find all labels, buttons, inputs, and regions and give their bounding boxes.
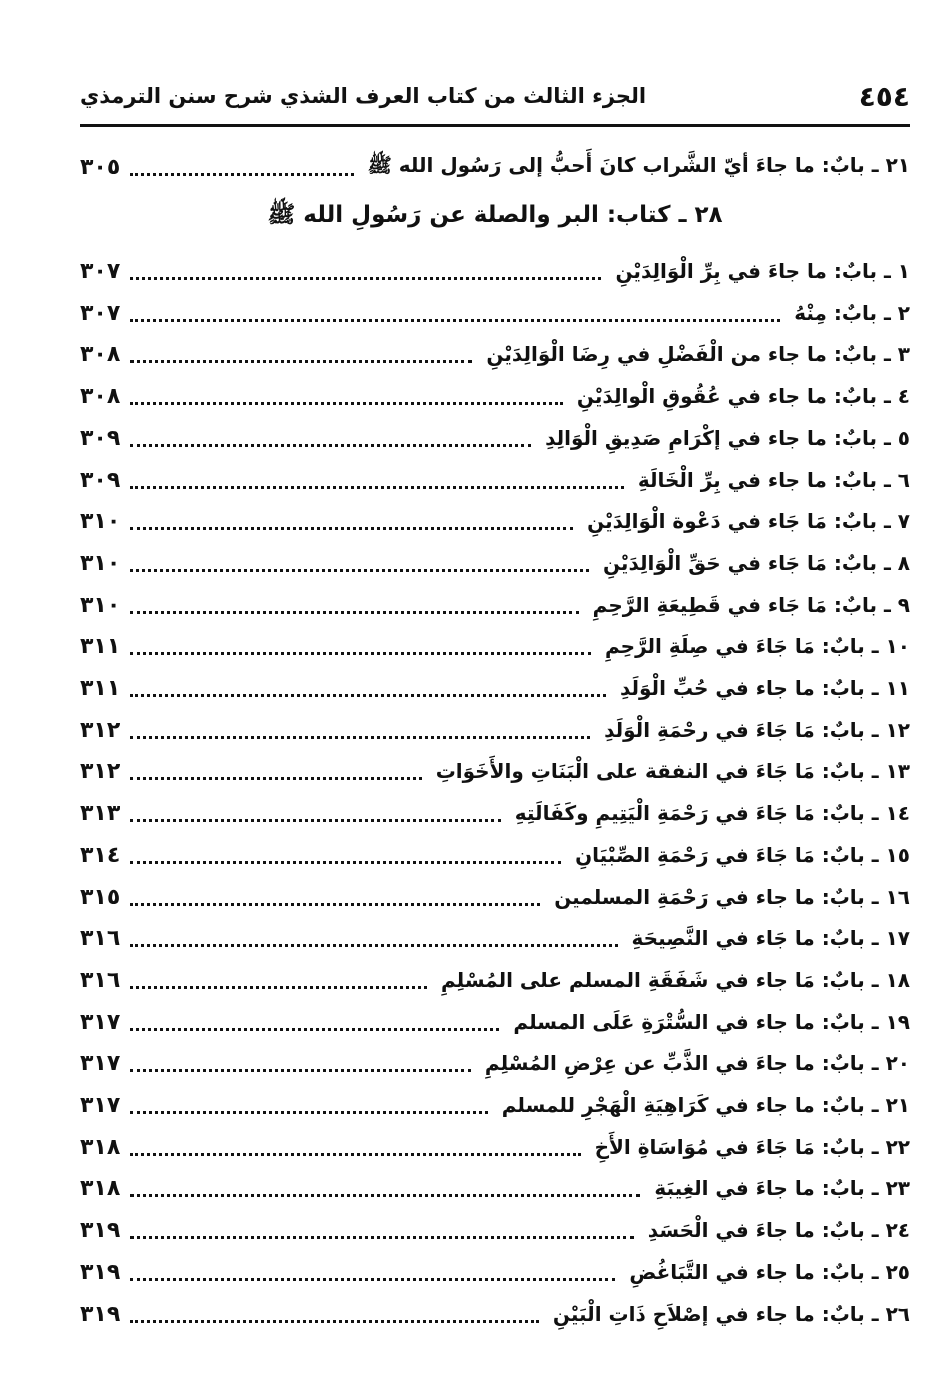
toc-entry (80, 1043, 910, 1083)
toc-entry (80, 1168, 910, 1208)
toc-entry-label: ١٢ ـ بابٌ: مَا جَاءَ في رحْمَةِ الْوَلَدِ (604, 718, 910, 742)
dot-leader (130, 1278, 615, 1281)
toc-entry-page: ٣١٣ (80, 800, 121, 826)
header-rule (80, 124, 910, 127)
toc-entry-page: ٣٠٧ (80, 258, 121, 284)
toc-entry-page: ٣١٠ (80, 508, 121, 534)
toc-entry-label: ٣ ـ بابٌ: ما جاء من الْفَضْلِ في رِضَا الْوَالِدَيْنِ (486, 342, 910, 366)
toc-entry-label: ٢٥ ـ بابٌ: ما جاء في التَّبَاغُضِ (629, 1260, 910, 1284)
dot-leader (130, 652, 591, 655)
dot-leader (130, 1153, 580, 1156)
toc-entry-label: ١٩ ـ بابٌ: ما جاء في السُّتْرَةِ عَلَى المسلم (513, 1010, 910, 1034)
dot-leader (130, 819, 500, 822)
dot-leader (130, 1111, 487, 1114)
dot-leader (130, 736, 590, 739)
toc-entry (80, 147, 910, 187)
toc-entry-page: ٣١١ (80, 675, 121, 701)
toc-entry (80, 1002, 910, 1042)
toc-entry (80, 251, 910, 291)
toc-entry-label: ١٦ ـ بابٌ: ما جاء في رَحْمَةِ المسلمين (554, 885, 910, 909)
toc-entry-page: ٣١٤ (80, 842, 121, 868)
dot-leader (130, 944, 617, 947)
toc-entry (80, 585, 910, 625)
toc-entry-label: ٢٤ ـ بابٌ: ما جاءَ في الْحَسَدِ (647, 1218, 910, 1242)
toc-entry (80, 877, 910, 917)
toc-entry-page: ٣١٢ (80, 758, 121, 784)
toc-entry-page: ٣١٧ (80, 1050, 121, 1076)
toc-entry-label: ١٨ ـ بابٌ: مَا جاء في شَفَقَةِ المسلم على المُسْلِمِ (440, 968, 910, 992)
toc-entry (80, 793, 910, 833)
toc-entry-page: ٣١٠ (80, 592, 121, 618)
dot-leader (130, 611, 578, 614)
toc-entry-label: ٢٣ ـ بابٌ: ما جاءَ في الغِيبَةِ (654, 1176, 910, 1200)
toc-entry-label: ٧ ـ بابٌ: مَا جَاء في دَعْوة الْوَالِدَيْنِ (587, 509, 910, 533)
toc-entry-page: ٣١٦ (80, 967, 121, 993)
dot-leader (130, 527, 573, 530)
toc-entry-page: ٣١٩ (80, 1259, 121, 1285)
toc-entry (80, 543, 910, 583)
dot-leader (130, 569, 589, 572)
toc-entry (80, 460, 910, 500)
toc-entry (80, 668, 910, 708)
toc-entry-label: ١٤ ـ بابٌ: مَا جَاءَ في رَحْمَةِ الْيَتِيمِ وكَفَالَتِهِ (514, 801, 910, 825)
toc-entry (80, 293, 910, 333)
toc-entry-label: ٢٢ ـ بابٌ: مَا جَاءَ في مُوَاسَاةِ الأَخِ (594, 1135, 910, 1159)
dot-leader (130, 777, 421, 780)
toc-entry (80, 1294, 910, 1334)
dot-leader (130, 1320, 539, 1323)
dot-leader (130, 360, 472, 363)
toc-entry-label: ١ ـ بابٌ: ما جاءَ في بِرِّ الْوَالِدَيْنِ (615, 259, 910, 283)
dot-leader (130, 861, 561, 864)
toc-entry-page: ٣١٠ (80, 550, 121, 576)
toc-entry-label: ٨ ـ بابٌ: مَا جَاء في حَقِّ الْوَالِدَيْنِ (602, 551, 910, 575)
dot-leader (130, 986, 427, 989)
toc-entry-label: ٢ ـ بابٌ: مِنْهُ (794, 301, 910, 325)
toc-entry-label: ٢١ ـ بابٌ: ما جاءَ أيّ الشَّراب كانَ أَحبُّ إلى رَسُول الله ﷺ (367, 152, 910, 177)
toc-entry (80, 1085, 910, 1125)
toc-entry-page: ٣٠٨ (80, 341, 121, 367)
dot-leader (130, 402, 563, 405)
toc-entry-label: ٢٠ ـ بابٌ: ما جاءَ في الذَّبِّ عن عِرْضِ المُسْلِمِ (484, 1051, 910, 1075)
toc-entry-page: ٣١٩ (80, 1301, 121, 1327)
toc-entry-page: ٣٠٩ (80, 425, 121, 451)
section-heading: ٢٨ ـ كتاب: البر والصلة عن رَسُولِ الله ﷺ (267, 202, 723, 228)
toc-entry-page: ٣١٢ (80, 717, 121, 743)
dot-leader (130, 903, 540, 906)
toc-entry (80, 710, 910, 750)
toc-entry-label: ٥ ـ بابٌ: ما جاء في إكْرَامِ صَدِيقِ الْوَالِدِ (545, 426, 910, 450)
toc-entry-label: ١٠ ـ بابٌ: مَا جَاءَ في صِلَةِ الرَّحِمِ (604, 634, 910, 658)
toc-entry-label: ٢١ ـ بابٌ: ما جاء في كَرَاهِيَةِ الْهَجْرِ للمسلم (501, 1093, 910, 1117)
toc-entry (80, 1210, 910, 1250)
page-number: ٤٥٤ (858, 79, 910, 113)
toc-entry-label: ١٣ ـ بابٌ: مَا جَاءَ في النفقة على الْبَنَاتِ والأَخَوَاتِ (435, 759, 910, 783)
toc-entry-label: ١١ ـ بابٌ: ما جاء في حُبِّ الْوَلَدِ (619, 676, 910, 700)
dot-leader (130, 319, 780, 322)
dot-leader (130, 1194, 640, 1197)
toc-entry-page: ٣٠٥ (80, 154, 121, 180)
toc-entry (80, 1252, 910, 1292)
toc-entry-page: ٣١٥ (80, 884, 121, 910)
toc-entry (80, 334, 910, 374)
toc-entry (80, 626, 910, 666)
dot-leader (130, 444, 531, 447)
dot-leader (130, 1028, 499, 1031)
toc-entry-label: ٩ ـ بابٌ: مَا جَاء في قَطِيعَةِ الرَّحِمِ (592, 593, 910, 617)
toc-entry-page: ٣١٨ (80, 1134, 121, 1160)
toc-entry-page: ٣١٧ (80, 1009, 121, 1035)
dot-leader (130, 277, 601, 280)
toc-entry-label: ٤ ـ بابٌ: ما جاء في عُقُوقِ الْوالِدَيْنِ (576, 384, 910, 408)
dot-leader (130, 694, 606, 697)
toc-entry (80, 918, 910, 958)
toc-entry-page: ٣١٧ (80, 1092, 121, 1118)
toc-entry-label: ٦ ـ بابٌ: ما جاء في بِرِّ الْخَالَةِ (637, 468, 910, 492)
dot-leader (130, 173, 353, 176)
toc-entry (80, 418, 910, 458)
toc-entry-label: ١٥ ـ بابٌ: مَا جَاءَ في رَحْمَةِ الصِّبْيَانِ (575, 843, 910, 867)
toc-entry (80, 835, 910, 875)
toc-entry (80, 751, 910, 791)
toc-entry (80, 501, 910, 541)
dot-leader (130, 1069, 471, 1072)
toc-entry-page: ٣٠٨ (80, 383, 121, 409)
toc-entry-label: ٢٦ ـ بابٌ: ما جاء في إصْلاَحِ ذَاتِ الْبَيْنِ (552, 1302, 910, 1326)
toc-entry-page: ٣١٨ (80, 1175, 121, 1201)
toc-entry (80, 960, 910, 1000)
running-header (80, 76, 910, 116)
toc-entry (80, 1127, 910, 1167)
toc-entry-label: ١٧ ـ بابٌ: ما جَاء في النَّصِيحَةِ (631, 926, 910, 950)
running-title: الجزء الثالث من كتاب العرف الشذي شرح سنن الترمذي (80, 84, 647, 108)
toc-entry-page: ٣١١ (80, 633, 121, 659)
toc-entry-page: ٣٠٧ (80, 300, 121, 326)
dot-leader (130, 486, 624, 489)
dot-leader (130, 1236, 633, 1239)
toc-entry (80, 376, 910, 416)
toc-entry-page: ٣٠٩ (80, 467, 121, 493)
toc-entry-page: ٣١٩ (80, 1217, 121, 1243)
toc-entry-page: ٣١٦ (80, 925, 121, 951)
